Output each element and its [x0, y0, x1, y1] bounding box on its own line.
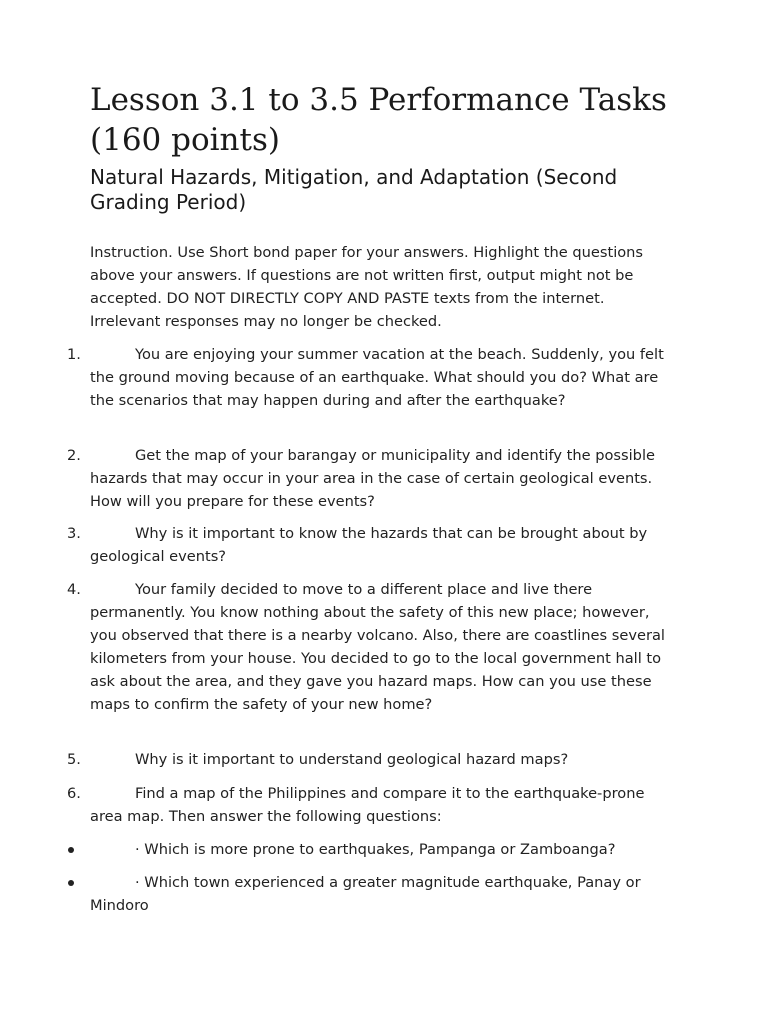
bullet-icon — [68, 880, 74, 886]
question-number: 2. — [67, 447, 81, 464]
page-subtitle: Natural Hazards, Mitigation, and Adaptation (Second Grading Period) — [90, 165, 618, 214]
question-text: Find a map of the Philippines and compare it to the earthquake-prone area map. Then answer the following questions: — [90, 785, 645, 825]
question-text: Get the map of your barangay or municipality and identify the possible hazards that may occur in your area in the case of certain geological events. How will you prepare for these events? — [90, 447, 655, 510]
question-text: Why is it important to know the hazards that can be brought about by geological events? — [90, 525, 648, 565]
question-number: 3. — [67, 525, 81, 542]
sub-question-text: · Which is more prone to earthquakes, Pampanga or Zamboanga? — [135, 841, 616, 858]
question-number: 5. — [67, 751, 81, 768]
question-text: Why is it important to understand geological hazard maps? — [135, 751, 569, 768]
question-text: You are enjoying your summer vacation at the beach. Suddenly, you felt the ground moving because of an earthquake. What should you do? What are the scenarios that may happen during and after the earthquake? — [90, 346, 664, 409]
bullet-icon — [68, 847, 74, 853]
page-title: Lesson 3.1 to 3.5 Performance Tasks (160 points) — [90, 82, 667, 158]
sub-question-text: · Which town experienced a greater magnitude earthquake, Panay or Mindoro — [90, 874, 641, 914]
question-text: Your family decided to move to a different place and live there permanently. You know nothing about the safety of this new place; however, you observed that there is a nearby volcano. Also, there are coastlines several kilometers from your house. You decided to go to the local government hall to ask about the area, and they gave you hazard maps. How can you use these maps to confirm the safety of your new home? — [90, 581, 665, 713]
question-number: 1. — [67, 346, 81, 363]
question-number: 4. — [67, 581, 81, 598]
question-number: 6. — [67, 785, 81, 802]
instruction-paragraph: Instruction. Use Short bond paper for your answers. Highlight the questions above your answers. If questions are not written first, output might not be accepted. DO NOT DIRECTLY COPY AND PASTE texts from the internet. Irrelevant responses may no longer be checked. — [90, 244, 644, 330]
